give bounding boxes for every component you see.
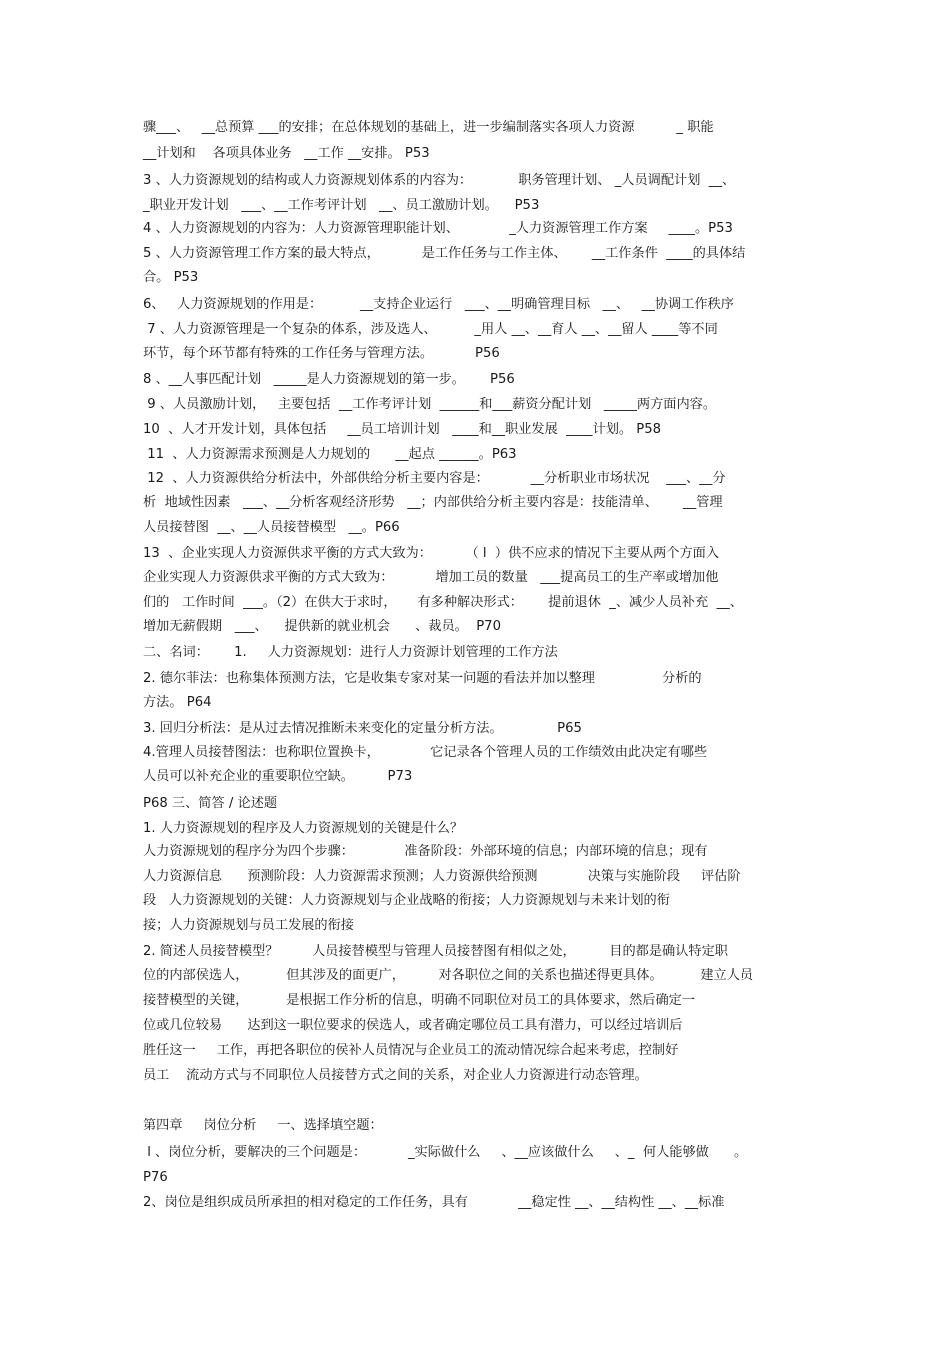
text-line: 位或几位较易 达到这一职位要求的侯选人，或者确定哪位员工具有潜力，可以经过培训后 bbox=[143, 1018, 683, 1033]
text-line: 接替模型的关键， 是根据工作分析的信息，明确不同职位对员工的具体要求，然后确定一 bbox=[143, 993, 696, 1008]
text-line: 接；人力资源规划与员工发展的衔接 bbox=[143, 918, 354, 933]
text-line: 13 、企业实现人力资源供求平衡的方式大致为： （ l ）供不应求的情况下主要从两个方面入 bbox=[143, 546, 720, 561]
text-line: 段 人力资源规划的关键：人力资源规划与企业战略的衔接；人力资源规划与未来计划的衔 bbox=[143, 893, 670, 908]
text-line: 2. 德尔菲法：也称集体预测方法，它是收集专家对某一问题的看法并加以整理 分析的 bbox=[143, 671, 702, 686]
text-line: 方法。 P64 bbox=[143, 695, 212, 710]
text-line: 人力资源信息 预测阶段：人力资源需求预测；人力资源供给预测 决策与实施阶段 评估阶 bbox=[143, 869, 741, 884]
text-line: 析 地域性因素 ___、__分析客观经济形势 __；内部供给分析主要内容是：技能清单、 __管理 bbox=[143, 495, 723, 510]
text-line: 3. 回归分析法：是从过去情况推断未来变化的定量分析方法。 P65 bbox=[143, 721, 582, 736]
text-line: 人员接替图 __、__人员接替模型 __。P66 bbox=[143, 520, 400, 535]
text-line: __计划和 各项具体业务 __工作 __安排。 P53 bbox=[143, 146, 430, 161]
chapter-heading: 第四章 岗位分析 一、选择填空题： bbox=[143, 1118, 383, 1133]
text-line: 人力资源规划的程序分为四个步骤： 准备阶段：外部环境的信息；内部环境的信息；现有 bbox=[143, 844, 708, 859]
text-line: P76 bbox=[143, 1170, 168, 1185]
text-line: _职业开发计划 ___、__工作考评计划 __、员工激励计划。 P53 bbox=[143, 198, 540, 213]
text-line: 骤___、 __总预算 ___的安排；在总体规划的基础上，进一步编制落实各项人力资源 _ 职能 bbox=[143, 120, 714, 135]
text-line: 环节，每个环节都有特殊的工作任务与管理方法。 P56 bbox=[143, 346, 500, 361]
text-line: l 、岗位分析，要解决的三个问题是： _实际做什么 、__应该做什么 、_ 何人能够做 。 bbox=[143, 1145, 748, 1160]
text-line: 位的内部侯选人， 但其涉及的面更广， 对各职位之间的关系也描述得更具体。 建立人员 bbox=[143, 968, 754, 983]
text-line: 胜任这一 工作，再把各职位的侯补人员情况与企业员工的流动情况综合起来考虑，控制好 bbox=[143, 1043, 679, 1058]
text-line: 7 、人力资源管理是一个复杂的体系，涉及选人、 _用人 __、__育人 __、__留人 ____等不同 bbox=[143, 322, 718, 337]
text-line: 9 、人员激励计划， 主要包括 __工作考评计划 ______和___薪资分配计划 _____两方面内容。 bbox=[143, 397, 717, 412]
text-line: 10 、人才开发计划，具体包括 __员工培训计划 ____和__职业发展 ____计划。 P58 bbox=[143, 422, 662, 437]
text-line: 人员可以补充企业的重要职位空缺。 P73 bbox=[143, 769, 413, 784]
text-line: 4.管理人员接替图法：也称职位置换卡， 它记录各个管理人员的工作绩效由此决定有哪些 bbox=[143, 745, 708, 760]
text-line: 6、 人力资源规划的作用是： __支持企业运行 ___、__明确管理目标 __、 __协调工作秩序 bbox=[143, 297, 734, 312]
text-line: 3 、人力资源规划的结构或人力资源规划体系的内容为： 职务管理计划、 _人员调配计划 __、 bbox=[143, 173, 736, 188]
text-line: 企业实现人力资源供求平衡的方式大致为： 增加工员的数量 ___提高员工的生产率或增加他 bbox=[143, 570, 719, 585]
text-line: 4 、人力资源规划的内容为：人力资源管理职能计划、 _人力资源管理工作方案 ____。P53 bbox=[143, 221, 733, 236]
text-line: 11 、人力资源需求预测是人力规划的 __起点 ______。P63 bbox=[143, 447, 517, 462]
text-line: 们的 工作时间 ___。（2）在供大于求时， 有多种解决形式： 提前退休 _、减少人员补充 __、 bbox=[143, 595, 743, 610]
text-line: 员工 流动方式与不同职位人员接替方式之间的关系，对企业人力资源进行动态管理。 bbox=[143, 1068, 648, 1083]
text-line: 2. 简述人员接替模型？ 人员接替模型与管理人员接替图有相似之处， 目的都是确认特定职 bbox=[143, 944, 728, 959]
text-line: 合。 P53 bbox=[143, 270, 199, 285]
text-line: 二、名词： 1. 人力资源规划：进行人力资源计划管理的工作方法 bbox=[143, 645, 558, 660]
text-line: 12 、人力资源供给分析法中，外部供给分析主要内容是： __分析职业市场状况 ___、__分 bbox=[143, 471, 726, 486]
text-line: P68 三、简答 / 论述题 bbox=[143, 796, 278, 811]
text-line: 5 、人力资源管理工作方案的最大特点， 是工作任务与工作主体、 __工作条件 ____的具体结 bbox=[143, 246, 746, 261]
text-line: 8 、__人事匹配计划 _____是人力资源规划的第一步。 P56 bbox=[143, 372, 515, 387]
text-line: 2、岗位是组织成员所承担的相对稳定的工作任务，具有 __稳定性 __、__结构性 __、__标准 bbox=[143, 1195, 725, 1210]
text-line: 1. 人力资源规划的程序及人力资源规划的关键是什么？ bbox=[143, 821, 464, 836]
text-line: 增加无薪假期 ___、 提供新的就业机会 、裁员。 P70 bbox=[143, 619, 501, 634]
